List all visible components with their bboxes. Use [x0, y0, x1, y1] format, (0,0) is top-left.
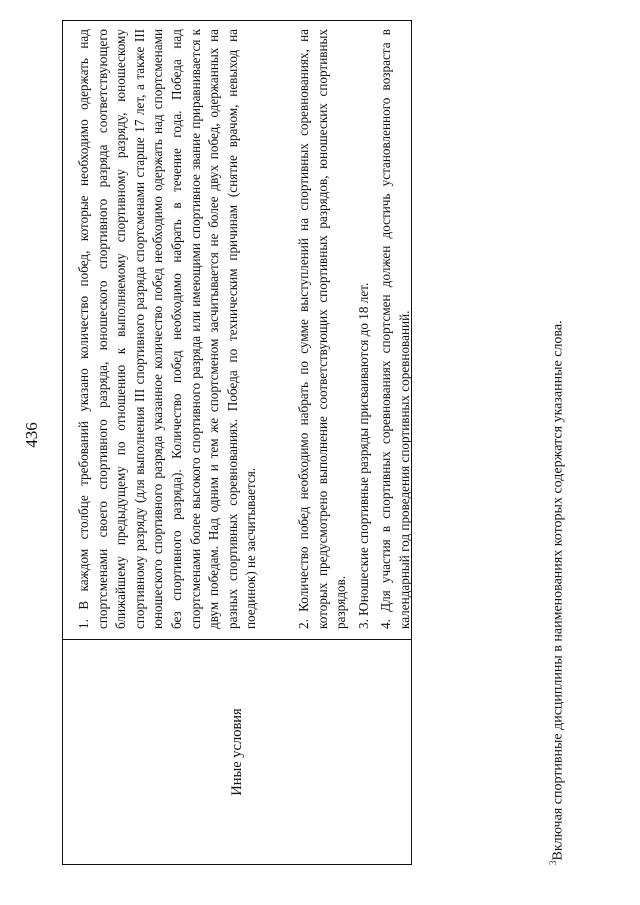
table-row-content [63, 21, 411, 639]
footnote-marker: 3 [548, 860, 558, 865]
footnote [548, 320, 567, 865]
footnote-text: Включая спортивные дисциплины в наименованиях которых содержатся указанные слова. [550, 320, 566, 861]
conditions-table [62, 20, 412, 865]
condition-item-1: 1. В каждом столбце требований указано количество побед, которые необходимо одержать над спортсменами своего спортивного разряда, юношеского спортивного разряда соответствующего ближайшему предыдущему по отношению к выполняемому спортивному разряду, юношескому спортивному разряду (для выполнения III спортивного разряда спортсменами старше 17 лет, а также III юношеского спортивного разряда указанное количество побед необходимо одержать над спортсменами без спортивного разряда). Количество побед необходимо набрать в течение года. Победа над спортсменами более высокого спортивного разряда или имеющими спортивное звание приравнивается к двум победам. Над одним и тем же спортсменом засчитывается не более двух побед, одержанных на разных спортивных соревнованиях. Победа по техническим причинам (снятие врачом, невыход на поединок) не засчитывается. [76, 29, 259, 629]
condition-item-4: 4. Для участия в спортивных соревнованиях спортсмен должен достичь установленного возраста в календарный год проведения спортивных соревнований. [378, 29, 412, 629]
page-number: 436 [22, 422, 41, 448]
table-row-label: Иные условия [63, 639, 411, 864]
condition-item-3: 3. Юношеские спортивные разряды присваиваются до 18 лет. [355, 282, 371, 629]
condition-item-2: 2. Количество побед необходимо набрать по сумме выступлений на спортивных соревнованиях, на которых предусмотрено выполнение соответствующих спортивных разрядов, юношеских спортивных разрядов. [295, 29, 349, 629]
